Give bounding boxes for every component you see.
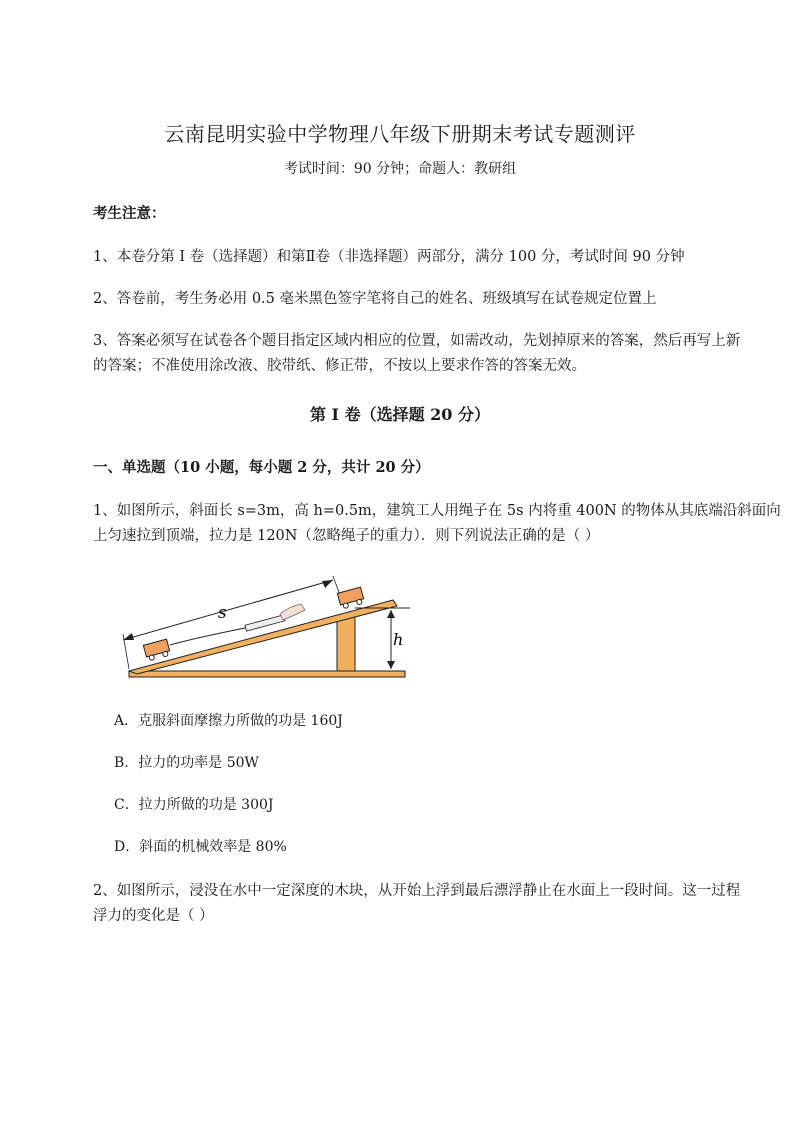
option-a[interactable]: A．克服斜面摩擦力所做的功是 160J [114, 713, 343, 729]
spring-scale [245, 615, 285, 631]
exam-title: 云南昆明实验中学物理八年级下册期末考试专题测评 [164, 122, 636, 146]
h-arrow-up [387, 610, 395, 618]
base-board [129, 671, 405, 677]
s-arrow-end [322, 580, 333, 588]
option-d[interactable]: D．斜面的机械效率是 80% [114, 839, 287, 855]
incline-board [129, 600, 397, 674]
exam-subtitle: 考试时间：90 分钟；命题人：教研组 [283, 161, 517, 177]
support-pillar [337, 615, 355, 671]
part-heading: 一、单选题（10 小题，每小题 2 分，共计 20 分） [93, 459, 430, 476]
cart-bottom [143, 639, 170, 661]
question-2-line-2: 浮力的变化是（ ） [93, 908, 214, 924]
s-label: s [218, 603, 227, 623]
option-c[interactable]: C．拉力所做的功是 300J [114, 797, 274, 813]
notice-heading: 考生注意： [93, 205, 166, 222]
question-1-line-1: 1、如图所示，斜面长 s=3m，高 h=0.5m，建筑工人用绳子在 5s 内将重 400N 的物体从其底端沿斜面向 [93, 503, 781, 519]
s-arrow-start [123, 633, 134, 640]
option-b[interactable]: B．拉力的功率是 50W [114, 755, 259, 771]
h-label: h [393, 630, 404, 649]
question-2-line-1: 2、如图所示，浸没在水中一定深度的木块，从开始上浮到最后漂浮静止在水面上一段时间。这一过程 [93, 883, 741, 899]
notice-item-3: 3、答案必须写在试卷各个题目指定区域内相应的位置，如需改动，先划掉原来的答案，然后再写上新 [93, 333, 741, 349]
notice-item-1: 1、本卷分第 I 卷（选择题）和第Ⅱ卷（非选择题）两部分，满分 100 分，考试时间 90 分钟 [93, 249, 685, 265]
notice-item-2: 2、答卷前，考生务必用 0.5 毫米黑色签字笔将自己的姓名、班级填写在试卷规定位置上 [93, 291, 657, 307]
h-arrow-down [387, 661, 395, 669]
question-1-line-2: 上匀速拉到顶端，拉力是 120N（忽略绳子的重力）．则下列说法正确的是（ ） [93, 528, 600, 544]
hand [280, 604, 305, 620]
notice-item-3-cont: 的答案；不准使用涂改液、胶带纸、修正带，不按以上要求作答的答案无效。 [93, 358, 586, 374]
incline-figure [115, 570, 420, 685]
section-title: 第 I 卷（选择题 20 分） [309, 405, 491, 424]
cart-top [337, 587, 364, 609]
